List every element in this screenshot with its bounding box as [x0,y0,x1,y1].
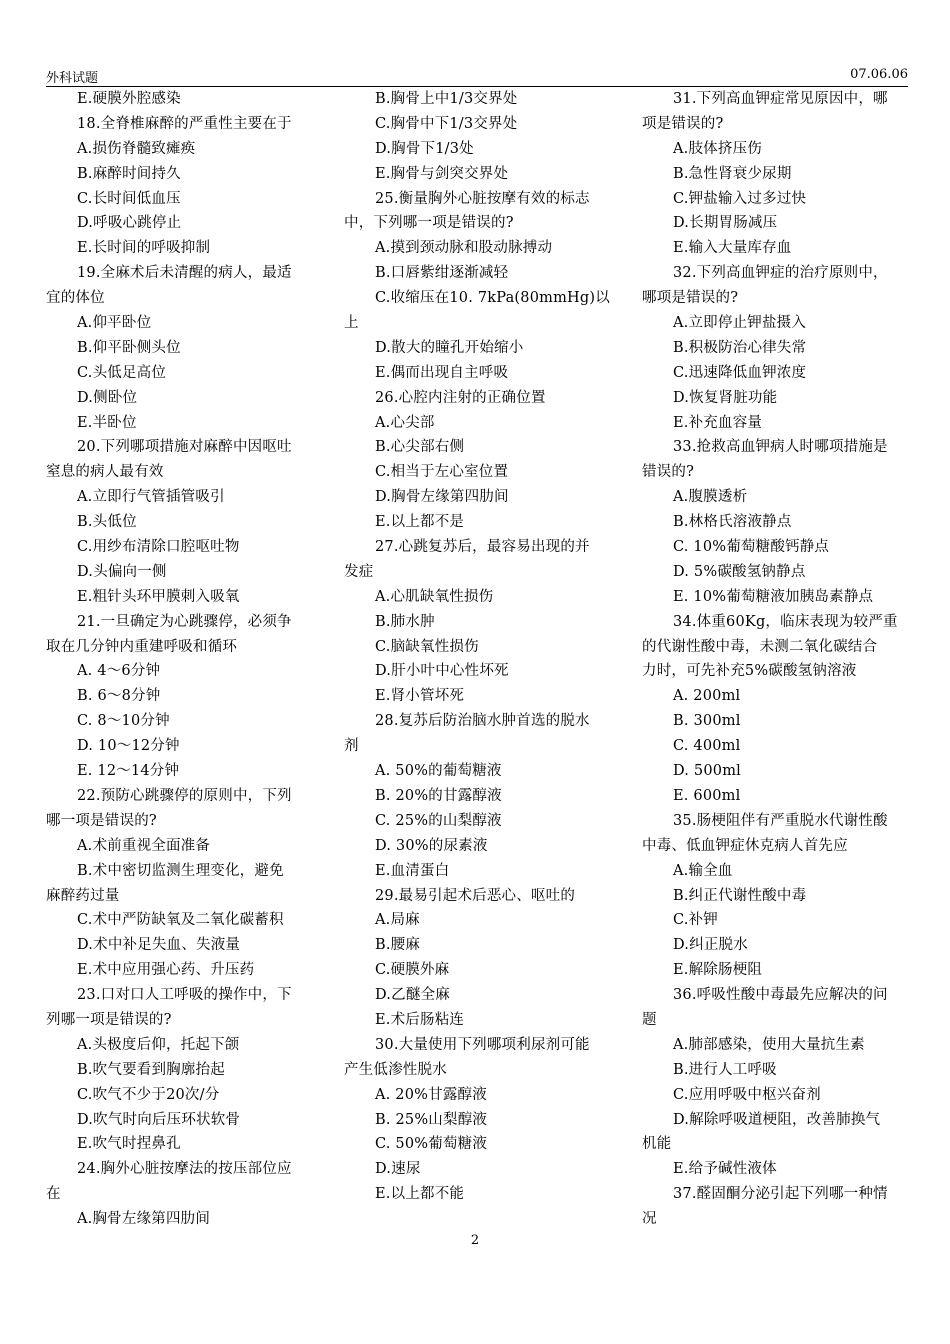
text-line: C.相当于左心室位置 [375,464,509,481]
text-line: 23.口对口人工呼吸的操作中，下 [77,987,292,1004]
text-line: 32.下列高血钾症的治疗原则中， [673,265,888,282]
text-line: E.术中应用强心药、升压药 [77,962,255,979]
text-line: E.硬膜外腔感染 [77,91,181,107]
text-line: 产生低渗性脱水 [344,1061,447,1078]
header-date: 07.06.06 [850,67,908,82]
text-line: 哪项是错误的? [642,290,739,307]
text-line: 37.醛固酮分泌引起下列哪一种情 [673,1186,888,1203]
text-line: 18.全脊椎麻醉的严重性主要在于 [77,115,292,132]
text-line: E. 600ml [673,787,741,804]
text-line: A.肢体挤压伤 [673,140,762,157]
text-line: E.血清蛋白 [375,862,450,879]
text-line: 28.复苏后防治脑水肿首选的脱水 [375,713,590,730]
text-line: D. 5%碳酸氢钠静点 [673,563,806,580]
text-line: E.吹气时捏鼻孔 [77,1136,181,1153]
text-line: 错误的? [642,464,695,481]
text-line: D.速尿 [375,1161,421,1178]
text-line: A.心肌缺氧性损伤 [375,588,494,605]
text-line: C. 10%葡萄糖酸钙静点 [673,539,830,556]
text-line: 34.体重60Kg，临床表现为较严重 [673,613,898,630]
text-line: D. 30%的尿素液 [375,837,488,854]
text-line: 在 [46,1186,61,1203]
text-line: C. 25%的山梨醇液 [375,812,502,829]
text-line: B.腰麻 [375,937,421,954]
text-line: B.林格氏溶液静点 [673,514,792,531]
text-line: B.急性肾衰少尿期 [673,165,792,182]
text-line: D.肝小叶中心性坏死 [375,663,509,680]
text-line: 36.呼吸性酸中毒最先应解决的问 [673,987,888,1004]
text-line: C. 400ml [673,738,741,755]
text-line: C.迅速降低血钾浓度 [673,364,807,381]
text-line: D.解除呼吸道梗阻，改善肺换气 [673,1111,881,1128]
text-line: 列哪一项是错误的? [46,1011,172,1028]
text-line: D.乙醚全麻 [375,987,450,1004]
text-line: 21.一旦确定为心跳骤停，必须争 [77,613,292,630]
text-line: 26.心腔内注射的正确位置 [375,389,546,406]
text-line: E.半卧位 [77,414,137,431]
text-line: 题 [642,1011,657,1028]
text-line: E.以上都不能 [375,1186,465,1203]
text-line: C.硬膜外麻 [375,962,450,979]
text-line: D.胸骨左缘第四肋间 [375,489,509,506]
text-line: A.胸骨左缘第四肋间 [77,1211,211,1228]
text-line: B.术中密切监测生理变化，避免 [77,862,284,879]
text-line: B.肺水肿 [375,613,435,630]
text-line: B. 6～8分钟 [77,688,161,705]
text-line: 的代谢性酸中毒，未测二氧化碳结合 [642,638,878,655]
text-line: C.胸骨中下1/3交界处 [375,115,518,132]
text-line: D. 500ml [673,763,741,780]
text-line: 上 [344,315,359,332]
text-line: 20.下列哪项措施对麻醉中因呕吐 [77,439,292,456]
text-line: B.吹气要看到胸廓抬起 [77,1061,225,1078]
text-line: E.肾小管坏死 [375,688,465,705]
text-line: C.应用呼吸中枢兴奋剂 [673,1086,821,1103]
text-line: D. 10～12分钟 [77,738,180,755]
text-line: C.用纱布清除口腔呕吐物 [77,539,240,556]
header-title: 外科试题 [46,71,99,86]
text-column-3 [642,87,906,1232]
text-line: A.立即停止钾盐摄入 [673,315,807,332]
text-line: E.胸骨与剑突交界处 [375,165,509,182]
text-line: C.钾盐输入过多过快 [673,190,807,207]
text-line: B.仰平卧侧头位 [77,339,181,356]
text-line: A.立即行气管插管吸引 [77,489,225,506]
text-line: 19.全麻术后未清醒的病人，最适 [77,265,292,282]
text-line: 力时，可先补充5%碳酸氢钠溶液 [642,663,857,680]
text-line: A.摸到颈动脉和股动脉搏动 [375,240,553,257]
text-line: D.头偏向一侧 [77,563,167,580]
text-line: A. 4～6分钟 [77,663,161,680]
text-line: 30.大量使用下列哪项利尿剂可能 [375,1036,590,1053]
text-line: E.以上都不是 [375,514,465,531]
text-line: D.吹气时向后压环状软骨 [77,1111,241,1128]
text-line: 中，下列哪一项是错误的? [344,215,514,232]
text-column-1 [46,87,310,1232]
text-line: E.术后肠粘连 [375,1011,465,1028]
text-line: B.胸骨上中1/3交界处 [375,91,518,107]
text-line: 24.胸外心脏按摩法的按压部位应 [77,1161,292,1178]
text-line: 机能 [642,1136,672,1153]
text-line: 35.肠梗阻伴有严重脱水代谢性酸 [673,812,888,829]
text-line: 宜的体位 [46,290,105,307]
text-line: D.恢复肾脏功能 [673,389,778,406]
text-line: C.吹气不少于20次/分 [77,1086,220,1103]
text-line: B.口唇紫绀逐渐减轻 [375,265,509,282]
text-line: A.头极度后仰，托起下颌 [77,1036,240,1053]
text-line: D.散大的瞳孔开始缩小 [375,339,524,356]
text-line: B.头低位 [77,514,137,531]
text-line: B. 25%山梨醇液 [375,1111,488,1128]
text-line: 剂 [344,738,359,755]
text-line: C.脑缺氧性损伤 [375,638,479,655]
text-line: D.呼吸心跳停止 [77,215,182,232]
text-line: 哪一项是错误的? [46,812,157,829]
text-line: 29.最易引起术后恶心、呕吐的 [375,887,576,904]
text-line: E.偶而出现自主呼吸 [375,364,509,381]
text-line: C.收缩压在10. 7kPa(80mmHg)以 [375,290,610,307]
text-line: A.腹膜透析 [673,489,748,506]
text-line: E. 10%葡萄糖液加胰岛素静点 [673,588,874,605]
text-line: E.输入大量库存血 [673,240,792,257]
text-line: 况 [642,1211,657,1228]
text-line: E.长时间的呼吸抑制 [77,240,211,257]
text-line: B.进行人工呼吸 [673,1061,777,1078]
text-line: B.积极防治心律失常 [673,339,807,356]
text-line: 窒息的病人最有效 [46,464,164,481]
text-line: 27.心跳复苏后，最容易出现的并 [375,539,590,556]
page-number: 2 [470,1233,480,1248]
text-line: C. 8～10分钟 [77,713,170,730]
text-line: A. 50%的葡萄糖液 [375,763,502,780]
text-line: B.麻醉时间持久 [77,165,181,182]
text-line: 中毒、低血钾症休克病人首先应 [642,837,848,854]
text-line: D.长期胃肠减压 [673,215,778,232]
text-line: A.损伤脊髓致瘫痪 [77,140,196,157]
text-line: 22.预防心跳骤停的原则中，下列 [77,787,292,804]
text-line: A.术前重视全面准备 [77,837,211,854]
text-line: D.术中补足失血、失液量 [77,937,241,954]
text-line: B.心尖部右侧 [375,439,465,456]
text-line: A. 200ml [673,688,741,705]
text-line: A.输全血 [673,862,733,879]
text-line: A.肺部感染，使用大量抗生素 [673,1036,865,1053]
text-line: D.纠正脱水 [673,937,748,954]
page-header [46,67,908,87]
text-line: C. 50%葡萄糖液 [375,1136,488,1153]
text-line: 33.抢救高血钾病人时哪项措施是 [673,439,888,456]
text-line: E. 12～14分钟 [77,763,180,780]
text-line: 取在几分钟内重建呼吸和循环 [46,638,238,655]
text-line: A. 20%甘露醇液 [375,1086,487,1103]
text-line: C.长时间低血压 [77,190,181,207]
text-line: E.给予碱性液体 [673,1161,777,1178]
text-line: E.补充血容量 [673,414,763,431]
text-line: B.纠正代谢性酸中毒 [673,887,807,904]
text-line: A.仰平卧位 [77,315,152,332]
text-line: 31.下列高血钾症常见原因中，哪 [673,91,888,107]
text-line: 发症 [344,563,374,580]
text-line: B. 300ml [673,713,741,730]
text-line: A.心尖部 [375,414,435,431]
text-line: 25.衡量胸外心脏按摩有效的标志 [375,190,590,207]
text-line: C.补钾 [673,912,718,929]
text-line: B. 20%的甘露醇液 [375,787,502,804]
text-line: D.胸骨下1/3处 [375,140,474,157]
text-line: 麻醉药过量 [46,887,120,904]
text-line: A.局麻 [375,912,420,929]
text-line: C.术中严防缺氧及二氧化碳蓄积 [77,912,284,929]
text-line: D.侧卧位 [77,389,138,406]
text-line: E.粗针头环甲膜刺入吸氧 [77,588,240,605]
text-line: 项是错误的? [642,115,724,132]
text-column-2 [344,87,608,1207]
text-line: C.头低足高位 [77,364,167,381]
text-line: E.解除肠梗阻 [673,962,763,979]
